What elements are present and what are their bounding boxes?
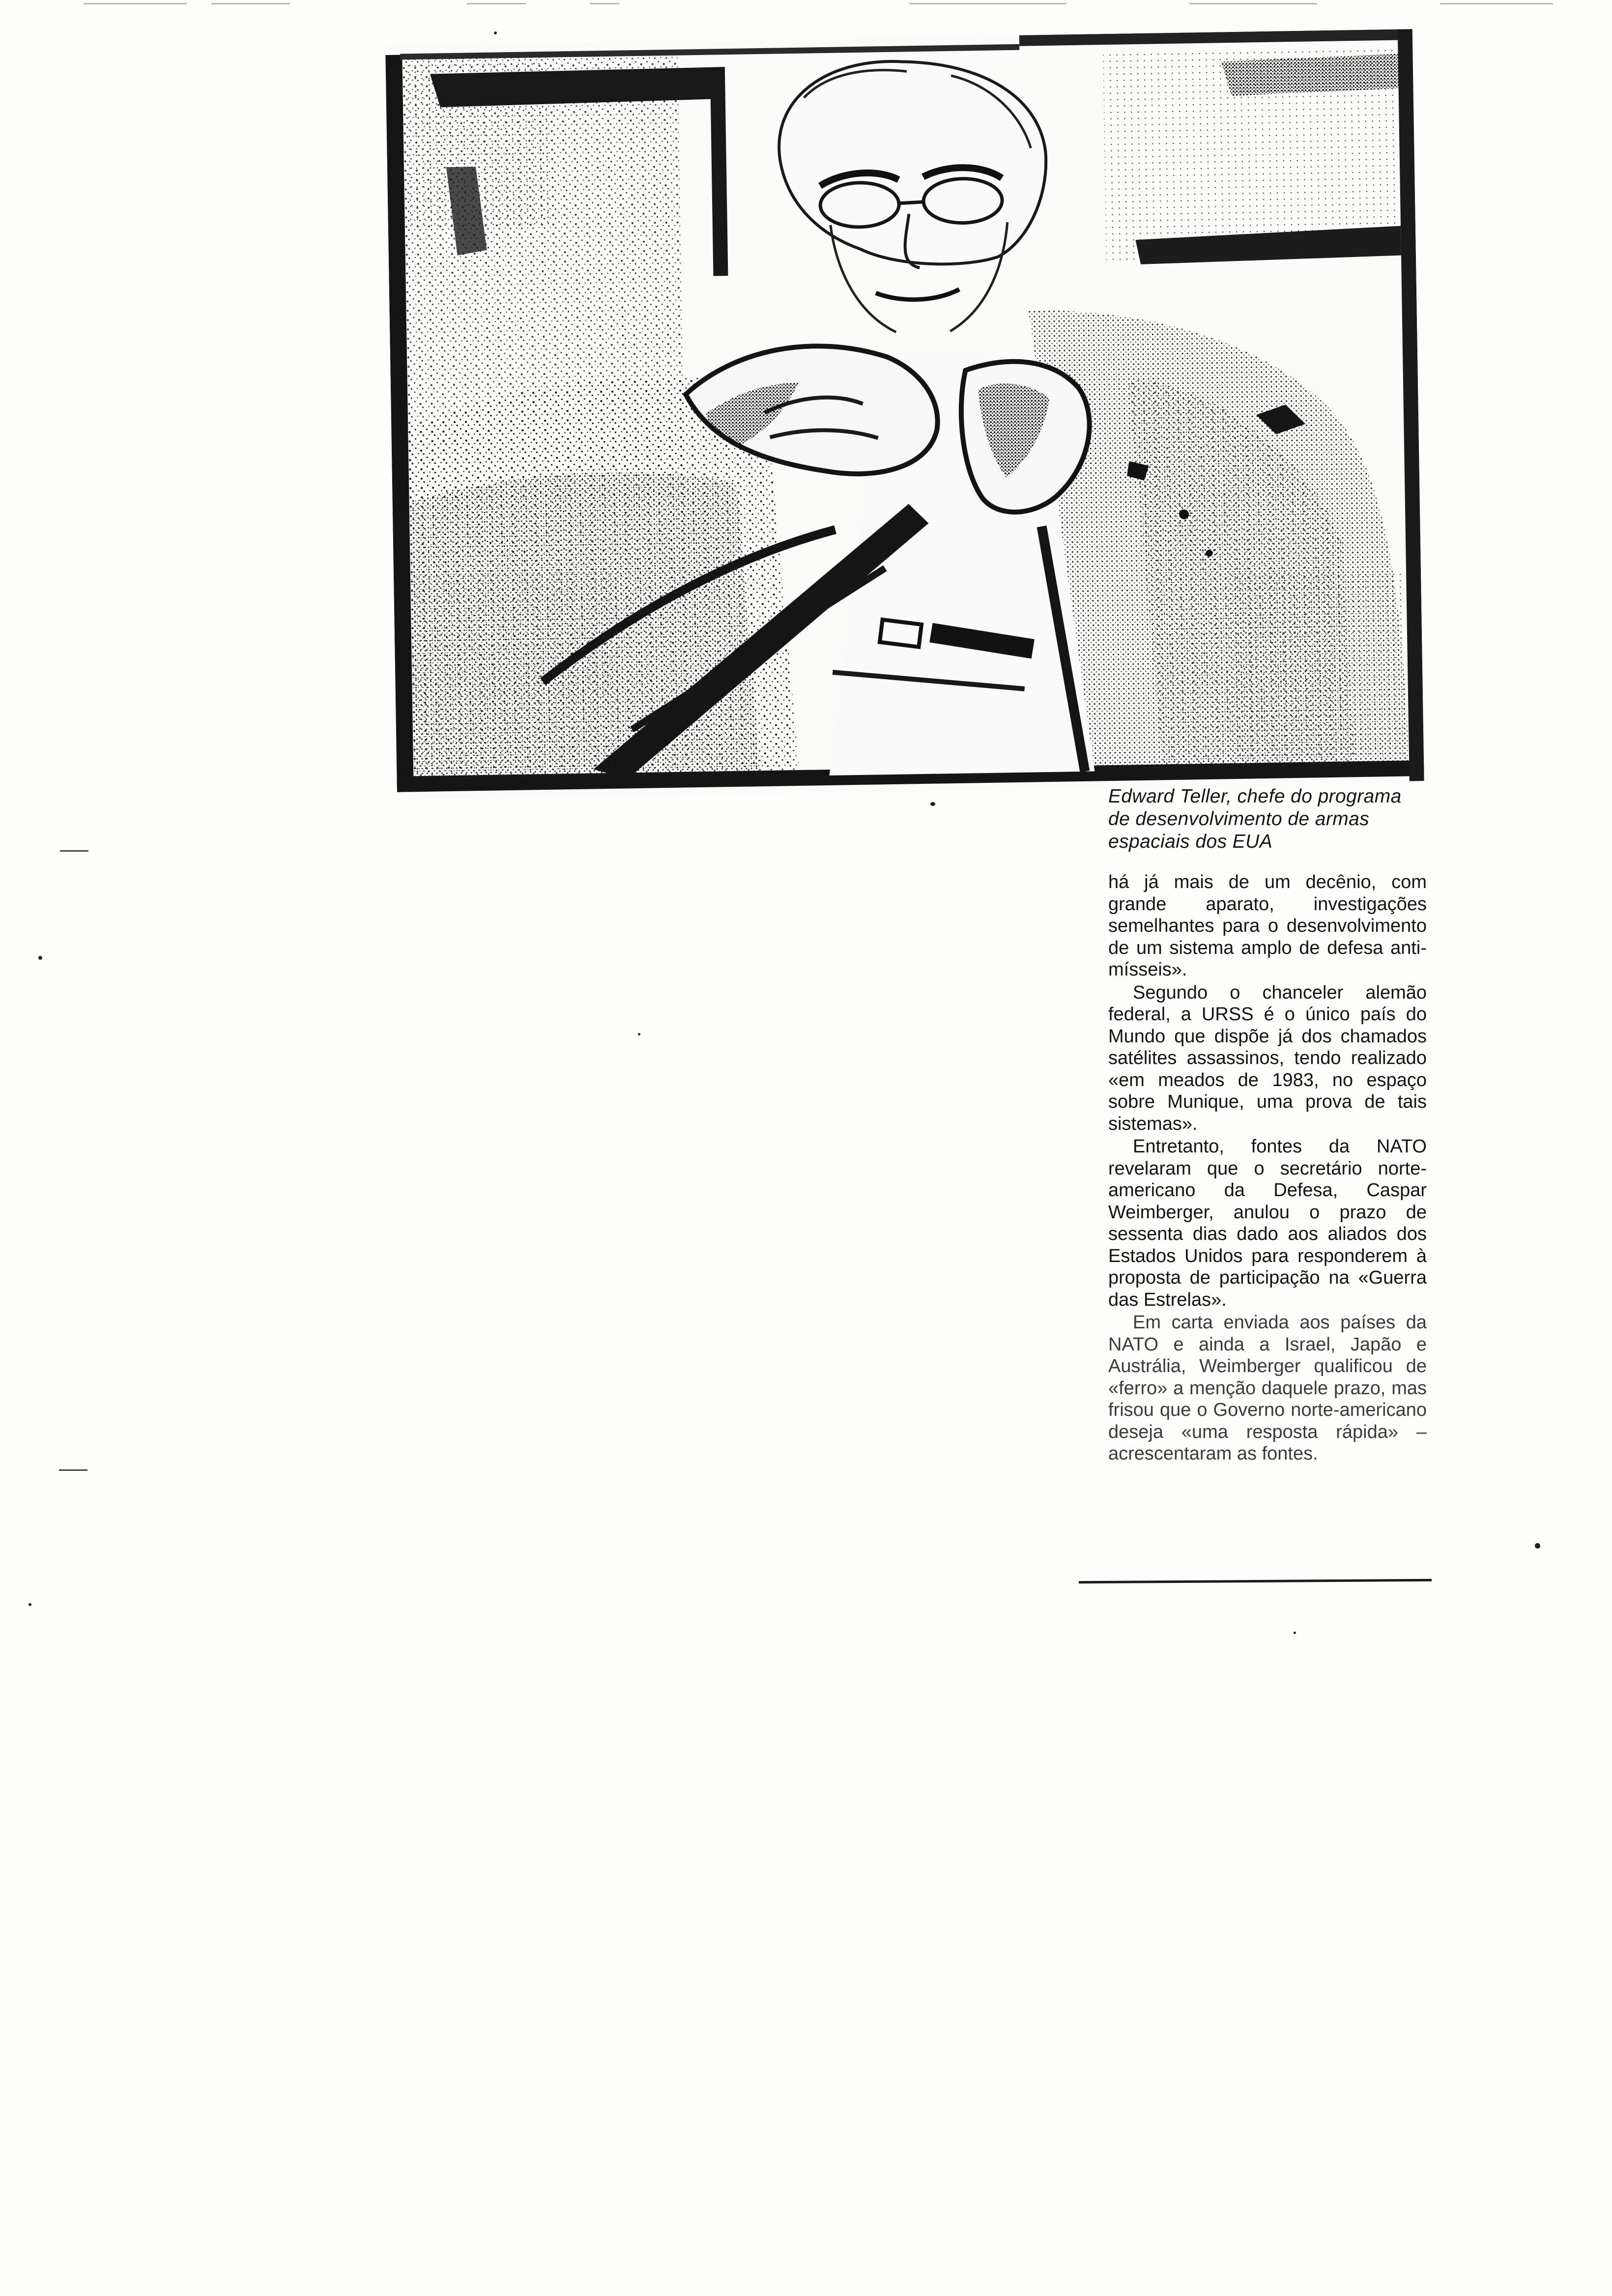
teller-photograph [385,29,1424,800]
article-end-rule [1079,1579,1432,1583]
photo-caption: Edward Teller, chefe do programa de desenvolvimento de armas espaciais dos EUA [1108,786,1402,852]
scan-edge-mark [1440,3,1553,4]
scan-edge-mark [84,3,187,4]
article-paragraph: Em carta enviada aos países da NATO e ainda a Israel, Japão e Austrália, Weimberger qualificou de «ferro» a menção daquele prazo, mas frisou que o Governo norte-americano deseja «uma resposta rápida» – acrescentaram as fontes. [1108,1312,1427,1464]
article-paragraph: Entretanto, fontes da NATO revelaram que o secretário norte-americano da Defesa, Caspar Weimberger, anulou o prazo de sessenta dias dado aos aliados dos Estados Unidos para responderem à proposta de participação na «Guerra das Estrelas». [1108,1136,1427,1310]
ink-speck [38,956,42,960]
scan-edge-mark [211,3,290,4]
scan-edge-mark [909,3,1066,4]
ink-speck [29,1603,31,1606]
ink-speck [1294,1632,1296,1634]
article-column [1108,871,1427,1466]
scan-edge-mark [590,3,619,4]
scan-edge-mark [1189,3,1317,4]
margin-dash-mark [59,1469,87,1471]
ink-speck [930,802,935,806]
scan-edge-mark [467,3,526,4]
margin-dash-mark [60,850,88,852]
ink-speck [638,1033,640,1035]
article-paragraph: há já mais de um decênio, com grande aparato, investigações semelhantes para o desenvolvimento de um sistema amplo de defesa anti-mísseis». [1108,872,1427,980]
ink-speck [494,31,497,34]
photo-halftone [385,29,1424,800]
ink-speck [1535,1543,1540,1549]
article-paragraph: Segundo o chanceler alemão federal, a URSS é o único país do Mundo que dispõe já dos chamados satélites assassinos, tendo realizado «em meados de 1983, no espaço sobre Munique, uma prova de tais sistemas». [1108,982,1427,1134]
